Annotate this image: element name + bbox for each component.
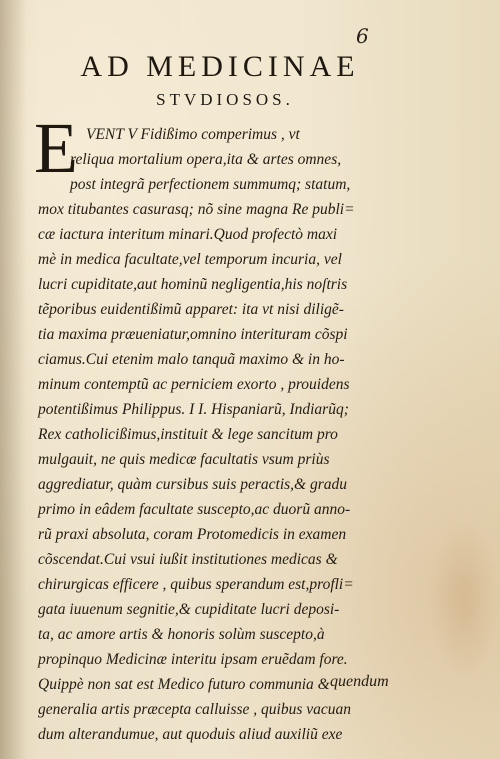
text-line: ciamus.Cui etenim malo tanquã maximo & in ho- [38,351,345,368]
text-line: potentißimus Philippus. I I. Hispaniarũ, Indiarũq; [38,401,349,418]
text-line: tẽporibus euidentißimũ apparet: ita vt nisi diligẽ- [38,301,344,318]
text-line: mè in medica facultate,vel temporum incuria, vel [38,251,342,268]
drop-capital: E [34,108,78,188]
text-line: mox titubantes casurasq; nõ sine magna Re publi= [38,201,355,218]
text-line: Quippè non sat est Medico futuro communia & [38,676,330,693]
text-line: rũ praxi absoluta, coram Protomedicis in examen [38,526,347,543]
text-line: propinquo Medicinæ interitu ipsam eruẽdam fore. [38,651,348,668]
text-line: chirurgicas efficere , quibus sperandum est,profli= [38,576,354,593]
text-line: ta, ac amore artis & honoris solùm suscepto,à [38,626,325,643]
text-line: reliqua mortalium opera,ita & artes omnes, [70,151,342,168]
text-line: lucri cupiditate,aut hominũ negligentia,his noſtris [38,276,348,293]
text-line: gata iuuenum segnitie,& cupiditate lucri deposi- [38,601,340,618]
text-line: dum alterandumue, aut quoduis aliud auxiliũ exe [38,726,343,743]
text-line: cõscendat.Cui vsui iußit institutiones medicas & [38,551,338,568]
text-line: primo in eâdem facultate suscepto,ac duorũ anno- [38,501,351,518]
page-gutter-shadow [0,0,26,759]
text-line: mulgauit, ne quis medicæ facultatis vsum priùs [38,451,330,468]
text-line: Rex catholicißimus,instituit & lege sancitum pro [38,426,338,443]
text-line: aggrediatur, quàm cursibus suis peractis,& gradu [38,476,348,493]
text-line: generalia artis præcepta calluisse , quibus vacuan [38,701,351,718]
catchword: quendum [330,673,389,690]
text-line: post integrã perfectionem summumq; statum, [70,176,351,193]
page-number: 6 [356,24,369,48]
page-subheading: STVDIOSOS. [156,90,294,109]
page-heading: AD MEDICINAE [80,50,360,83]
text-line: tia maxima præueniatur,omnino interituram cõspi [38,326,348,343]
text-line: VENT V Fidißimo comperimus , vt [86,126,300,143]
text-line: minum contemptũ ac perniciem exorto , prouidens [38,376,350,393]
text-line: cæ iactura interitum minari.Quod profectò maxi [38,226,338,243]
paper-stain [430,520,500,680]
